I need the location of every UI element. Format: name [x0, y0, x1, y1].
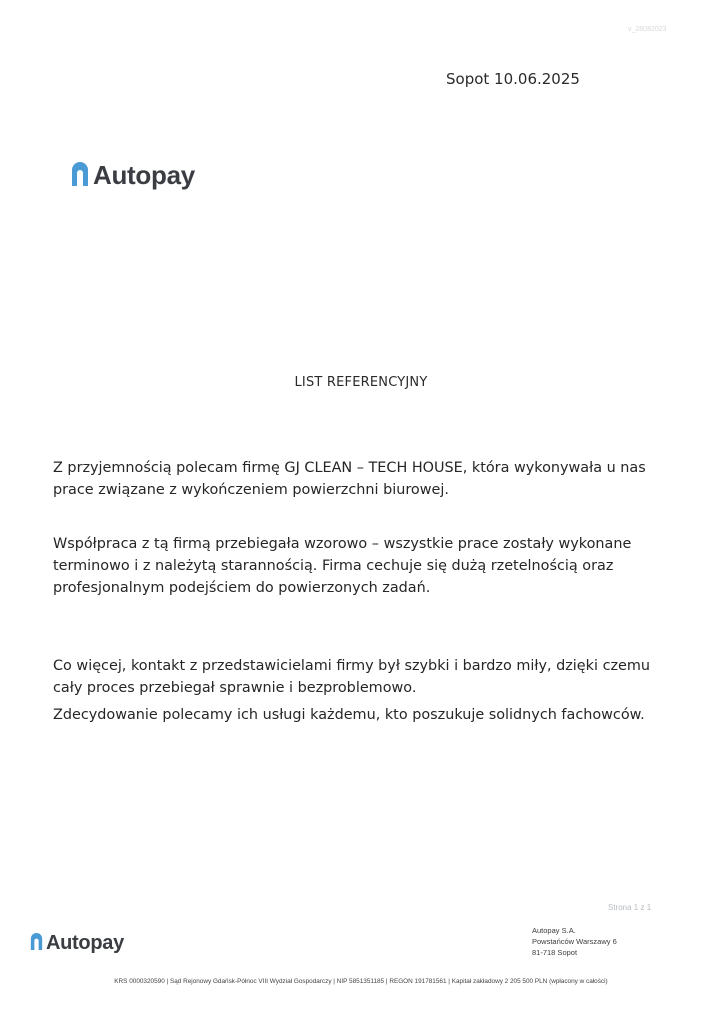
- address-street: Powstańców Warszawy 6: [532, 937, 617, 946]
- paragraph-3: Co więcej, kontakt z przedstawicielami firmy był szybki i bardzo miły, dzięki czemu cały proces przebiegał sprawnie i bezproblemowo.: [53, 658, 651, 696]
- address-city: 81-718 Sopot: [532, 948, 578, 957]
- paragraph-2: Współpraca z tą firmą przebiegała wzorowo – wszystkie prace zostały wykonane terminowo i z należytą starannością. Firma cechuje się dużą rzetelnością oraz profesjonalnym podejściem do powierzonych zadań.: [53, 536, 632, 596]
- legal-footer: KRS 0000320590 | Sąd Rejonowy Gdańsk-Północ VIII Wydział Gospodarczy | NIP 5851351185 | REGON 191781561 | Kapitał zakładowy 2 205 500 PLN (wpłacony w całości): [114, 978, 608, 985]
- version-code: v_28082023: [628, 26, 667, 33]
- autopay-logo-icon: [30, 933, 43, 954]
- paragraph-4: Zdecydowanie polecamy ich usługi każdemu, kto poszukuje solidnych fachowców.: [53, 707, 645, 723]
- header-logo: [71, 160, 195, 191]
- page-number: Strona 1 z 1: [608, 903, 652, 912]
- paragraph-1: Z przyjemnością polecam firmę GJ CLEAN – TECH HOUSE, która wykonywała u nas prace związane z wykończeniem powierzchni biurowej.: [53, 460, 646, 498]
- company-address: [532, 925, 617, 958]
- autopay-logo-icon: [71, 162, 89, 190]
- document-heading: LIST REFERENCYJNY: [294, 375, 428, 390]
- address-company: Autopay S.A.: [532, 926, 576, 935]
- footer-logo: [30, 932, 124, 955]
- logo-wordmark: Autopay: [93, 160, 195, 190]
- document-date: Sopot 10.06.2025: [446, 70, 580, 88]
- logo-wordmark: Autopay: [46, 932, 124, 954]
